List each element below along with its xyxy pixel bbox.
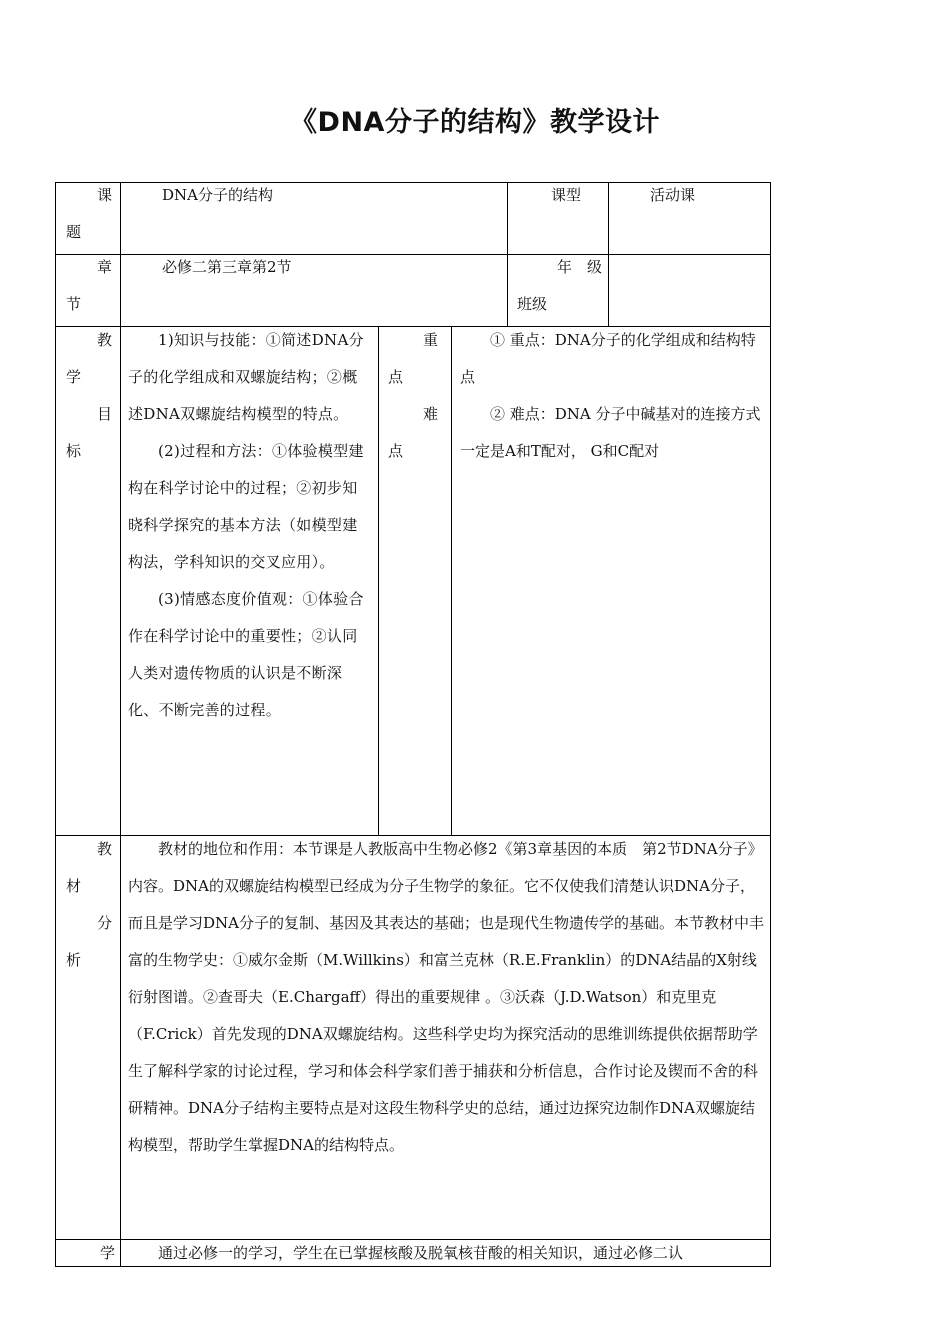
row-label-objectives: [66, 322, 116, 470]
grade-label-line1: 年 级: [556, 258, 602, 276]
label-char: 析: [66, 951, 82, 969]
student-paragraph: 通过必修一的学习，学生在已掌握核酸及脱氧核苷酸的相关知识，通过必修二认: [158, 1244, 684, 1262]
row-label-chapter: [66, 249, 116, 323]
chapter-value: 必修二第三章第2节: [162, 258, 292, 276]
objective-process: (2)过程和方法：①体验模型建构在科学讨论中的过程；②初步知晓科学探究的基本方法（如模型建构法，学科知识的交叉应用）。: [128, 442, 364, 571]
label-char: 重: [422, 331, 438, 349]
label-char: 目: [96, 405, 112, 423]
column-divider: [378, 326, 379, 835]
row-label-student: 学: [100, 1244, 116, 1262]
label-char: 学: [66, 368, 82, 386]
key-points-text: [460, 322, 764, 470]
key-point: ① 重点：DNA分子的化学组成和结构特点: [460, 331, 756, 386]
objectives-text: [128, 322, 372, 729]
label-char: 材: [66, 877, 82, 895]
lesson-type-label: 课型: [551, 186, 582, 204]
grade-label-line2: 班级: [517, 295, 548, 313]
difficult-point: ② 难点：DNA 分子中碱基对的连接方式一定是A和T配对， G和C配对: [460, 405, 761, 460]
label-char: 教: [96, 840, 112, 858]
label-char: 分: [96, 914, 112, 932]
row-label-material-analysis: [66, 831, 116, 979]
column-divider: [451, 326, 452, 835]
label-char: 标: [66, 442, 82, 460]
label-char: 题: [66, 223, 82, 241]
lesson-type-value: 活动课: [650, 186, 696, 204]
label-char: 节: [66, 295, 82, 313]
row-label-key-points: [388, 322, 444, 470]
document-title: 《DNA分子的结构》教学设计: [290, 107, 660, 138]
label-char: 难: [422, 405, 438, 423]
label-column-divider: [120, 182, 121, 1267]
label-char: 教: [96, 331, 112, 349]
column-divider: [507, 182, 508, 326]
grade-label: [517, 249, 602, 323]
student-analysis-text: [128, 1235, 764, 1272]
label-char: 点: [388, 442, 404, 460]
row-label-topic: [66, 177, 116, 251]
material-analysis-text: [128, 831, 764, 1164]
label-char: 章: [96, 258, 112, 276]
label-char: 点: [388, 368, 404, 386]
objective-attitude: (3)情感态度价值观：①体验合作在科学讨论中的重要性；②认同人类对遗传物质的认识是不断深化、不断完善的过程。: [128, 590, 364, 719]
objective-knowledge: 1)知识与技能：①简述DNA分子的化学组成和双螺旋结构；②概述DNA双螺旋结构模型的特点。: [128, 331, 364, 423]
topic-value: DNA分子的结构: [162, 186, 273, 204]
analysis-paragraph: 教材的地位和作用：本节课是人教版高中生物必修2《第3章基因的本质 第2节DNA分子》内容。DNA的双螺旋结构模型已经成为分子生物学的象征。它不仅使我们清楚认识DNA分子，而且是学习DNA分子的复制、基因及其表达的基础；也是现代生物遗传学的基础。本节教材中丰富的生物学史：①威尔金斯（M.Willkins）和富兰克林（R.E.Franklin）的DNA结晶的X射线衍射图谱。②查哥夫（E.Chargaff）得出的重要规律 。③沃森（J.D.Watson）和克里克（F.Crick）首先发现的DNA双螺旋结构。这些科学史均为探究活动的思维训练提供依据帮助学生了解科学家的讨论过程，学习和体会科学家们善于捕获和分析信息，合作讨论及锲而不舍的科研精神。DNA分子结构主要特点是对这段生物科学史的总结，通过边探究边制作DNA双螺旋结构模型，帮助学生掌握DNA的结构特点。: [128, 840, 764, 1154]
label-char: 课: [96, 186, 112, 204]
column-divider: [608, 182, 609, 326]
